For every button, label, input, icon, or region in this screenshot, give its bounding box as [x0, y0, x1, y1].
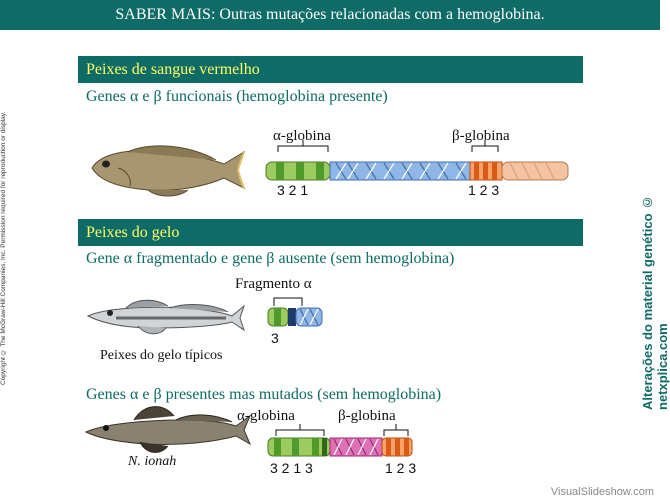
fragment-exon-number: 3 — [271, 330, 279, 346]
section-heading-icefish: Peixes do gelo — [78, 219, 583, 246]
section3-subtitle: Genes α e β presentes mas mutados (sem hemoglobina) — [86, 386, 442, 403]
beta-globin-label-3: β-globina — [338, 408, 396, 424]
alpha-exon-numbers-3: 3 2 1 3 — [270, 460, 313, 476]
section1-subtitle: Genes α e β funcionais (hemoglobina presente) — [86, 88, 388, 105]
watermark: Alterações do material genético © netxplica.com — [640, 194, 670, 410]
red-blooded-fish-illustration — [88, 140, 248, 200]
beta-exon-numbers-3: 1 2 3 — [385, 460, 417, 476]
section2-subtitle: Gene α fragmentado e gene β ausente (sem hemoglobina) — [86, 250, 455, 267]
alpha-exon-numbers-1: 3 2 1 — [277, 182, 309, 198]
beta-exon-numbers-1: 1 2 3 — [468, 182, 500, 198]
icefish-illustration — [86, 292, 246, 342]
fragment-alpha-label: Fragmento α — [235, 276, 312, 292]
chromosome-red-blooded — [266, 144, 576, 184]
chromosome-icefish-fragment — [268, 292, 328, 332]
alpha-globin-label-1: α-globina — [273, 128, 331, 144]
icefish-caption: Peixes do gelo típicos — [100, 348, 223, 363]
footer-brand: VisualSlideshow.com — [550, 486, 654, 498]
slide-title: SABER MAIS: Outras mutações relacionadas com a hemoglobina. — [0, 0, 660, 30]
copyright-notice: Copyright © The McGraw-Hill Companies, Inc. Permission required for reproduction or display. — [0, 111, 7, 385]
alpha-globin-label-3: α-globina — [237, 408, 295, 424]
n-ionah-fish-illustration — [84, 396, 254, 458]
beta-globin-label-1: β-globina — [452, 128, 510, 144]
chromosome-n-ionah — [268, 424, 418, 464]
n-ionah-caption: N. ionah — [128, 454, 177, 469]
section-heading-red-blooded: Peixes de sangue vermelho — [78, 56, 583, 83]
